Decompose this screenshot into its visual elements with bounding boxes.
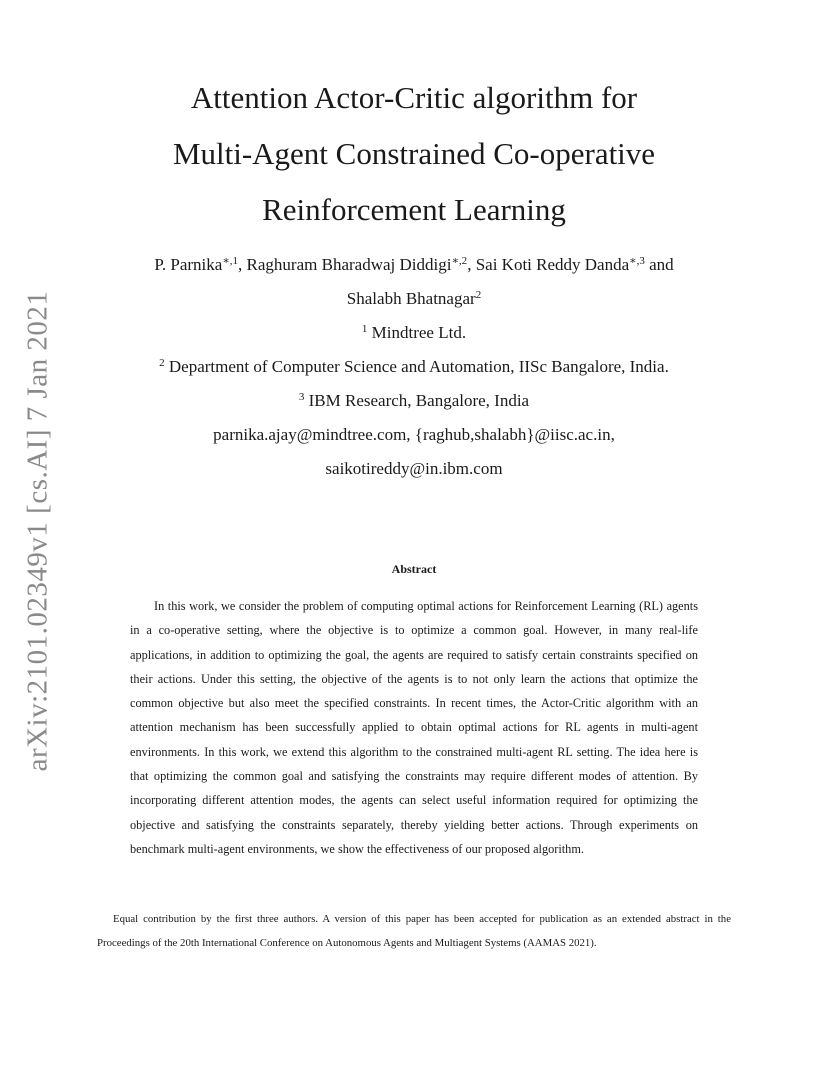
author-name: Shalabh Bhatnagar xyxy=(346,289,476,308)
affiliation-text: Department of Computer Science and Automation, IISc Bangalore, India. xyxy=(164,357,669,376)
affiliation-text: IBM Research, Bangalore, India xyxy=(304,391,530,410)
title-line-2: Multi-Agent Constrained Co-operative xyxy=(172,136,656,171)
footnote: Equal contribution by the first three authors. A version of this paper has been accepted for publication as an extended abstract in the Proceedings of the 20th International Conference on Autonomous Agents and Multiagent Systems (AAMAS 2021). xyxy=(97,913,731,949)
affiliation-text: Mindtree Ltd. xyxy=(367,323,467,342)
paper-title xyxy=(0,70,828,238)
authors-line-2 xyxy=(0,282,828,316)
author-mark: ∗,1 xyxy=(222,255,239,267)
affiliation-mark: 3 xyxy=(298,391,305,403)
author-mark: ∗,3 xyxy=(629,255,645,267)
author-name: P. Parnika xyxy=(154,255,223,274)
arxiv-identifier: arXiv:2101.02349v1 [cs.AI] 7 Jan 2021 xyxy=(21,290,54,772)
author-mark: 2 xyxy=(475,289,482,301)
abstract-title: Abstract xyxy=(391,562,437,576)
affiliation-mark: 1 xyxy=(361,323,368,335)
author-name: , Raghuram Bharadwaj Diddigi xyxy=(238,255,452,274)
title-line-3: Reinforcement Learning xyxy=(262,192,566,227)
authors-line-1 xyxy=(0,248,828,282)
affiliation-2 xyxy=(0,350,828,384)
affiliation-1 xyxy=(0,316,828,350)
title-line-1: Attention Actor-Critic algorithm for xyxy=(190,80,638,115)
author-mark: ∗,2 xyxy=(451,255,468,267)
emails-line-1: parnika.ajay@mindtree.com, {raghub,shalabh}@iisc.ac.in, xyxy=(213,425,615,444)
author-block xyxy=(0,248,828,486)
author-conjunction: and xyxy=(644,255,674,274)
author-name: , Sai Koti Reddy Danda xyxy=(467,255,630,274)
abstract-body: In this work, we consider the problem of computing optimal actions for Reinforcement Learning (RL) agents in a co-operative setting, where the objective is to optimize a common goal. However, in many real-life applications, in addition to optimizing the goal, the agents are required to satisfy certain constraints specified on their actions. Under this setting, the objective of the agents is to not only learn the actions that optimize the common objective but also meet the specified constraints. In recent times, the Actor-Critic algorithm with an attention mechanism has been successfully applied to obtain optimal actions for RL agents in multi-agent environments. In this work, we extend this algorithm to the constrained multi-agent RL setting. The idea here is that optimizing the common goal and satisfying the constraints may require different modes of attention. By incorporating different attention modes, the agents can select useful information required for optimizing the objective and satisfying the constraints separately, thereby yielding better actions. Through experiments on benchmark multi-agent environments, we show the effectiveness of our proposed algorithm. xyxy=(130,599,698,856)
affiliation-mark: 2 xyxy=(159,357,165,369)
affiliation-3 xyxy=(0,384,828,418)
abstract-heading xyxy=(0,560,828,578)
emails-line-2: saikotireddy@in.ibm.com xyxy=(325,459,503,478)
